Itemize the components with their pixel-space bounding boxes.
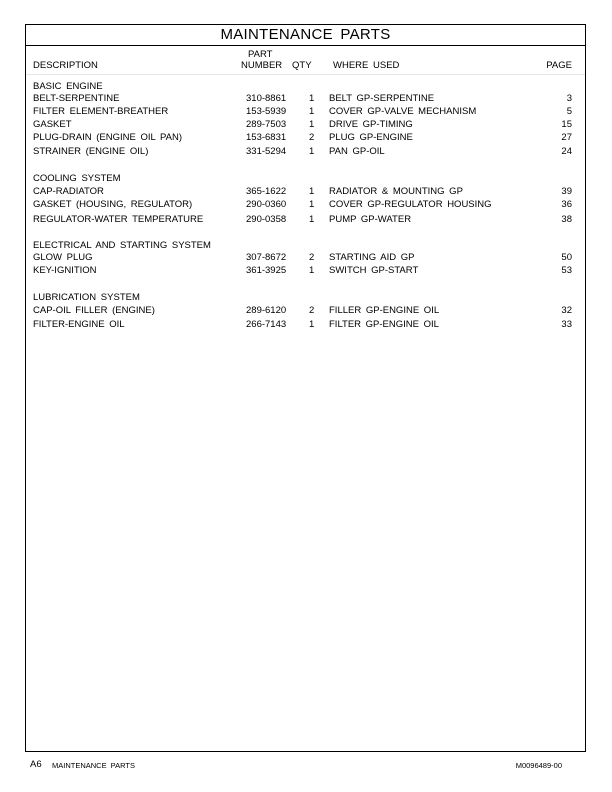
row-part-number: 310-8861 bbox=[246, 93, 287, 104]
row-qty: 2 bbox=[309, 305, 315, 316]
row-description: PLUG-DRAIN (ENGINE OIL PAN) bbox=[33, 132, 183, 143]
row-page: 33 bbox=[561, 319, 572, 330]
row-part-number: 289-6120 bbox=[246, 305, 287, 316]
column-header-part-line1: PART bbox=[248, 49, 273, 60]
footer-title: MAINTENANCE PARTS bbox=[52, 761, 135, 770]
row-page: 3 bbox=[566, 93, 572, 104]
section-title: BASIC ENGINE bbox=[33, 81, 103, 92]
row-description: GASKET (HOUSING, REGULATOR) bbox=[33, 199, 193, 210]
row-page: 15 bbox=[561, 119, 572, 130]
column-header-row bbox=[26, 46, 585, 74]
table-row bbox=[26, 132, 585, 145]
row-where-used: COVER GP-VALVE MECHANISM bbox=[329, 106, 477, 117]
table-row bbox=[26, 146, 585, 159]
row-qty: 1 bbox=[309, 186, 315, 197]
header-divider bbox=[26, 74, 585, 75]
row-description: FILTER ELEMENT-BREATHER bbox=[33, 106, 169, 117]
row-part-number: 331-5294 bbox=[246, 146, 287, 157]
section-title: ELECTRICAL AND STARTING SYSTEM bbox=[33, 240, 211, 251]
row-qty: 2 bbox=[309, 252, 315, 263]
row-part-number: 307-8672 bbox=[246, 252, 287, 263]
table-row bbox=[26, 199, 585, 212]
row-part-number: 290-0360 bbox=[246, 199, 287, 210]
row-description: REGULATOR-WATER TEMPERATURE bbox=[33, 214, 204, 225]
row-where-used: SWITCH GP-START bbox=[329, 265, 419, 276]
page-footer bbox=[30, 760, 562, 772]
row-page: 27 bbox=[561, 132, 572, 143]
row-description: GLOW PLUG bbox=[33, 252, 93, 263]
row-where-used: PAN GP-OIL bbox=[329, 146, 385, 157]
footer-page-number: A6 bbox=[30, 759, 42, 770]
row-description: CAP-RADIATOR bbox=[33, 186, 104, 197]
row-page: 5 bbox=[566, 106, 572, 117]
row-qty: 1 bbox=[309, 319, 315, 330]
row-page: 50 bbox=[561, 252, 572, 263]
row-description: BELT-SERPENTINE bbox=[33, 93, 120, 104]
row-where-used: BELT GP-SERPENTINE bbox=[329, 93, 435, 104]
row-page: 32 bbox=[561, 305, 572, 316]
row-part-number: 266-7143 bbox=[246, 319, 287, 330]
row-part-number: 153-5939 bbox=[246, 106, 287, 117]
row-qty: 1 bbox=[309, 93, 315, 104]
section-title: LUBRICATION SYSTEM bbox=[33, 292, 140, 303]
table-row bbox=[26, 119, 585, 132]
row-part-number: 290-0358 bbox=[246, 214, 287, 225]
column-header-page: PAGE bbox=[546, 60, 572, 71]
row-description: STRAINER (ENGINE OIL) bbox=[33, 146, 149, 157]
row-part-number: 365-1622 bbox=[246, 186, 287, 197]
column-header-where-used: WHERE USED bbox=[333, 60, 400, 71]
section-title: COOLING SYSTEM bbox=[33, 173, 121, 184]
footer-document-id: M0096489-00 bbox=[515, 761, 562, 770]
row-where-used: COVER GP-REGULATOR HOUSING bbox=[329, 199, 492, 210]
table-row bbox=[26, 265, 585, 278]
row-where-used: DRIVE GP-TIMING bbox=[329, 119, 413, 130]
section-lubrication-system bbox=[26, 292, 585, 332]
table-row bbox=[26, 305, 585, 318]
column-header-qty: QTY bbox=[292, 60, 312, 71]
row-part-number: 361-3925 bbox=[246, 265, 287, 276]
row-page: 24 bbox=[561, 146, 572, 157]
section-basic-engine bbox=[26, 81, 585, 159]
row-where-used: PUMP GP-WATER bbox=[329, 214, 412, 225]
table-row bbox=[26, 106, 585, 119]
row-description: GASKET bbox=[33, 119, 72, 130]
row-where-used: RADIATOR & MOUNTING GP bbox=[329, 186, 463, 197]
column-header-description: DESCRIPTION bbox=[33, 60, 98, 71]
table-row bbox=[26, 214, 585, 227]
row-qty: 1 bbox=[309, 119, 315, 130]
row-qty: 1 bbox=[309, 199, 315, 210]
row-qty: 1 bbox=[309, 214, 315, 225]
row-where-used: FILLER GP-ENGINE OIL bbox=[329, 305, 440, 316]
row-page: 39 bbox=[561, 186, 572, 197]
page-title: MAINTENANCE PARTS bbox=[26, 25, 585, 46]
row-qty: 2 bbox=[309, 132, 315, 143]
table-row bbox=[26, 93, 585, 106]
row-where-used: FILTER GP-ENGINE OIL bbox=[329, 319, 439, 330]
row-part-number: 153-6831 bbox=[246, 132, 287, 143]
row-description: KEY-IGNITION bbox=[33, 265, 97, 276]
row-qty: 1 bbox=[309, 146, 315, 157]
row-page: 53 bbox=[561, 265, 572, 276]
section-electrical-starting-system bbox=[26, 240, 585, 278]
section-cooling-system bbox=[26, 173, 585, 226]
table-row bbox=[26, 186, 585, 199]
row-part-number: 289-7503 bbox=[246, 119, 287, 130]
table-row bbox=[26, 319, 585, 332]
row-qty: 1 bbox=[309, 265, 315, 276]
row-description: FILTER-ENGINE OIL bbox=[33, 319, 125, 330]
row-qty: 1 bbox=[309, 106, 315, 117]
row-page: 36 bbox=[561, 199, 572, 210]
row-where-used: PLUG GP-ENGINE bbox=[329, 132, 413, 143]
table-row bbox=[26, 252, 585, 265]
parts-table-frame bbox=[25, 24, 586, 752]
row-where-used: STARTING AID GP bbox=[329, 252, 415, 263]
row-description: CAP-OIL FILLER (ENGINE) bbox=[33, 305, 155, 316]
row-page: 38 bbox=[561, 214, 572, 225]
column-header-part-line2: NUMBER bbox=[241, 60, 283, 71]
